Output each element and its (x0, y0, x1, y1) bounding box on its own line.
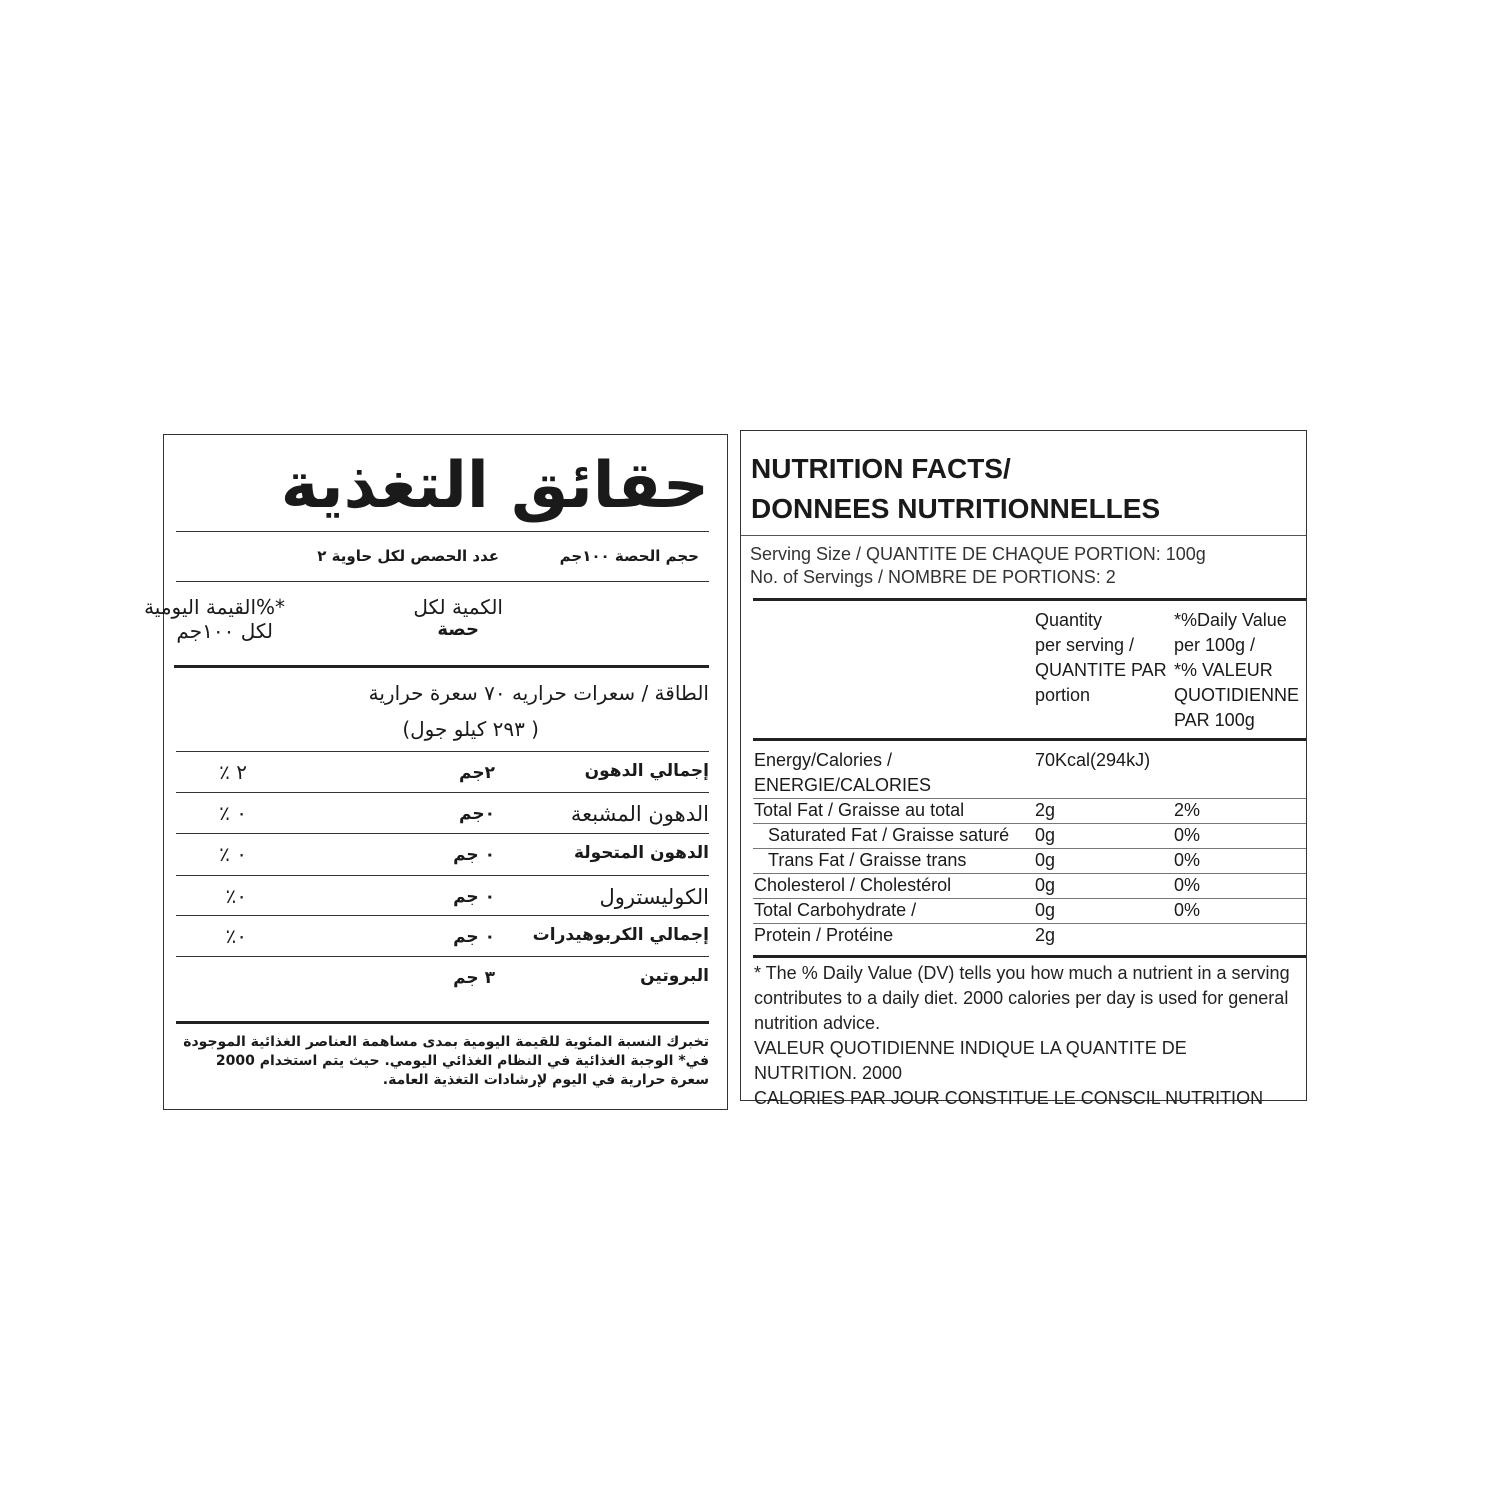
arabic-footnote: تخبرك النسبة المئوية للقيمة اليومية بمدى مساهمة العناصر الغذائية الموجودة في* الوجبة الغذائية في النظام الغذائي اليومي. حيث يتم استخدام 2000 سعرة حرارية في اليوم لإرشادات التغذية العامة. (183, 1034, 709, 1088)
arabic-nutrient-amount: ٠ جم (453, 887, 495, 907)
arabic-nutrient-amount: ٢جم (459, 763, 495, 783)
english-serving-info (750, 543, 1206, 589)
english-nutrient-row (754, 873, 1306, 898)
english-col-quantity: Quantity per serving / QUANTITE PAR portion (1035, 610, 1167, 705)
arabic-col-dv (144, 595, 285, 643)
arabic-nutrient-amount: ٠جم (459, 804, 495, 824)
english-nutrient-qty: 0g (1035, 900, 1056, 920)
arabic-title: حقائق التغذية (280, 449, 709, 523)
english-nutrient-name: Protein / Protéine (754, 925, 894, 945)
arabic-nutrient-dv: ٠٪ (225, 924, 247, 948)
arabic-nutrient-amount: ٠ جم (453, 927, 495, 947)
arabic-nutrition-label (144, 434, 728, 1110)
arabic-col-dv-line2: لكل ١٠٠جم (176, 619, 273, 643)
english-nutrient-name: Cholesterol / Cholestérol (754, 875, 952, 895)
arabic-nutrient-dv: ٠ ٪ (219, 842, 247, 866)
arabic-serving-size: حجم الحصة ١٠٠جم (559, 547, 699, 565)
arabic-energy-line2: ( ٢٩٣ كيلو جول) (402, 717, 539, 741)
arabic-nutrient-dv: ٠٪ (225, 884, 247, 908)
arabic-nutrient-name: الدهون المشبعة (570, 802, 709, 826)
arabic-nutrient-amount: ٠ جم (453, 845, 495, 865)
english-servings: No. of Servings / NOMBRE DE PORTIONS: 2 (750, 567, 1116, 587)
divider-thick (753, 955, 1306, 958)
english-footnote (754, 961, 1294, 1111)
english-nutrient-row (754, 848, 1306, 873)
arabic-nutrient-dv: ٢ ٪ (219, 760, 247, 784)
english-nutrient-qty: 0g (1035, 875, 1056, 895)
english-nutrient-dv: 0% (1174, 850, 1201, 870)
arabic-nutrient-name: إجمالي الكربوهيدرات (532, 925, 709, 945)
divider (176, 792, 709, 793)
arabic-nutrient-name: البروتين (640, 966, 709, 986)
english-footnote-fr: VALEUR QUOTIDIENNE INDIQUE LA QUANTITE DE NUTRITION. 2000 CALORIES PAR JOUR CONSTITUE LE CONSCIL NUTRITION (754, 1038, 1264, 1108)
english-serving-size: Serving Size / QUANTITE DE CHAQUE PORTION: 100g (750, 544, 1206, 564)
arabic-col-dv-line1: *%القيمة اليومية (144, 595, 285, 619)
divider-thick (753, 598, 1306, 601)
arabic-col-amount-line1: الكمية لكل (413, 595, 503, 619)
english-title-line1: NUTRITION FACTS/ (751, 453, 1011, 484)
divider (176, 875, 709, 876)
english-nutrient-dv: 2% (1174, 800, 1201, 820)
arabic-nutrient-name: إجمالي الدهون (584, 761, 709, 781)
divider (741, 535, 1306, 536)
english-energy-name-line1: Energy/Calories / (754, 750, 893, 770)
english-nutrient-row (754, 898, 1306, 923)
english-nutrient-dv: 0% (1174, 825, 1201, 845)
english-energy-value: 70Kcal(294kJ) (1035, 750, 1151, 770)
english-nutrient-qty: 0g (1035, 825, 1056, 845)
divider-thick (174, 665, 709, 668)
divider (176, 915, 709, 916)
arabic-servings-per-container: عدد الحصص لكل حاوية ٢ (317, 547, 499, 565)
divider-thick (176, 1021, 709, 1024)
english-nutrient-qty: 2g (1035, 800, 1056, 820)
english-nutrient-row (754, 798, 1306, 823)
divider (176, 751, 709, 752)
english-energy-name (754, 748, 931, 798)
divider (176, 581, 709, 582)
divider (176, 833, 709, 834)
english-nutrient-dv: 0% (1174, 875, 1201, 895)
english-nutrient-name: Saturated Fat / Graisse saturé (768, 825, 1010, 845)
divider-thick (753, 738, 1306, 741)
english-col-dv: *%Daily Value per 100g / *% VALEUR QUOTIDIENNE PAR 100g (1174, 610, 1300, 730)
english-nutrient-name: Total Carbohydrate / (754, 900, 917, 920)
divider (176, 956, 709, 957)
english-title-line2: DONNEES NUTRITIONNELLES (751, 493, 1161, 524)
arabic-col-amount (413, 595, 503, 641)
english-energy-name-line2: ENERGIE/CALORIES (754, 775, 932, 795)
arabic-col-amount-line2: حصة (437, 619, 479, 640)
english-energy-row (754, 748, 1306, 798)
arabic-nutrient-amount: ٣ جم (453, 968, 495, 988)
arabic-energy-line1: الطاقة / سعرات حراريه ٧٠ سعرة حرارية (368, 681, 709, 705)
arabic-nutrient-name: الكوليسترول (599, 885, 709, 909)
english-nutrient-name: Total Fat / Graisse au total (754, 800, 965, 820)
english-nutrient-dv: 0% (1174, 900, 1201, 920)
english-nutrition-label (740, 430, 1307, 1108)
english-footnote-en: * The % Daily Value (DV) tells you how much a nutrient in a serving contributes to a daily diet. 2000 calories per day is used for general nutrition advice. (754, 963, 1290, 1033)
english-nutrient-qty: 0g (1035, 850, 1056, 870)
english-nutrient-name: Trans Fat / Graisse trans (768, 850, 967, 870)
english-title (751, 449, 1160, 529)
english-nutrient-qty: 2g (1035, 925, 1056, 945)
english-nutrient-row (754, 923, 1306, 948)
english-nutrient-row (754, 823, 1306, 848)
arabic-nutrient-dv: ٠ ٪ (219, 801, 247, 825)
divider (176, 531, 709, 532)
arabic-nutrient-name: الدهون المتحولة (573, 843, 709, 863)
